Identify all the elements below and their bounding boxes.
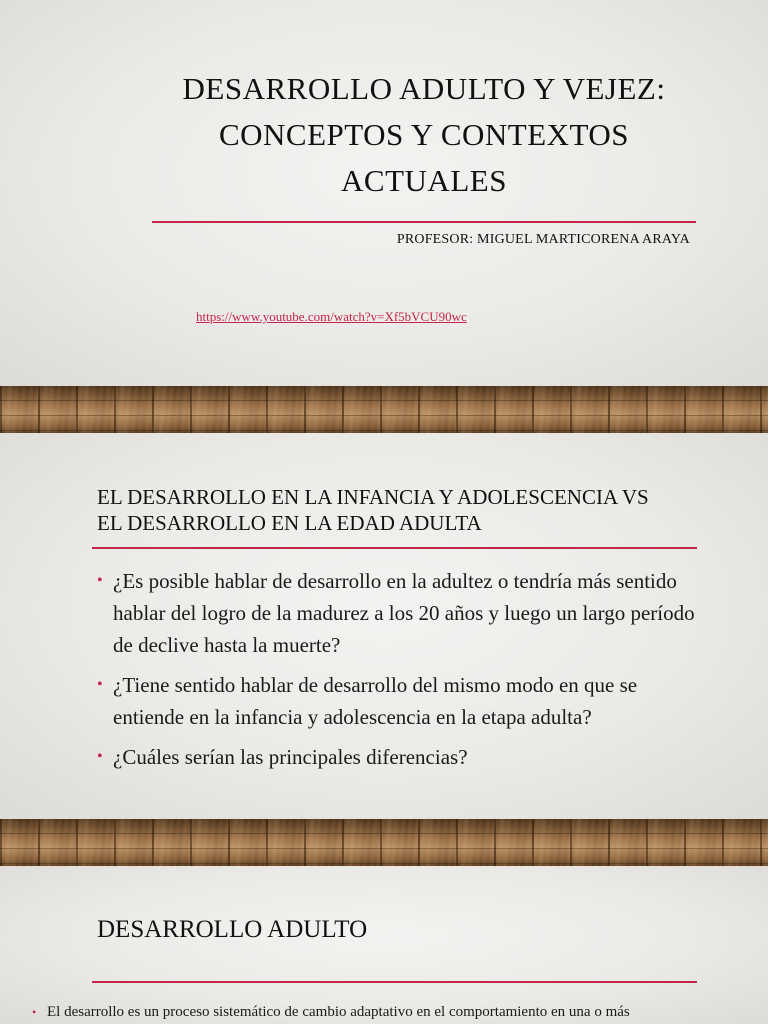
slide-3-title: DESARROLLO ADULTO — [97, 916, 368, 943]
slide-2-title-line-1: EL DESARROLLO EN LA INFANCIA Y ADOLESCENCIA VS — [97, 485, 649, 509]
slide-3 — [0, 866, 768, 1024]
bullet-icon: • — [97, 748, 103, 765]
bullet-text: El desarrollo es un proceso sistemático de cambio adaptativo en el comportamiento en una o más — [47, 1004, 630, 1020]
bullet-icon: • — [97, 676, 103, 693]
wood-floor-divider-1 — [0, 386, 768, 433]
youtube-link[interactable]: https://www.youtube.com/watch?v=Xf5bVCU90wc — [196, 309, 467, 324]
slide-3-bullet-list — [32, 1002, 752, 1022]
slide-3-title-divider — [92, 981, 697, 983]
slide-1-subtitle: PROFESOR: MIGUEL MARTICORENA ARAYA — [396, 232, 690, 247]
slide-1 — [0, 0, 768, 386]
list-item — [32, 1002, 752, 1022]
list-item — [97, 669, 697, 733]
slide-1-title-line-3: ACTUALES — [341, 163, 507, 198]
slide-1-title-line-2: CONCEPTOS Y CONTEXTOS — [218, 117, 630, 152]
bullet-text: ¿Tiene sentido hablar de desarrollo del mismo modo en que se entiende en la infancia y adolescencia en la etapa adulta? — [113, 673, 638, 729]
slide-2-title — [97, 484, 697, 536]
bullet-icon: • — [97, 572, 103, 589]
slide-2-title-line-2: EL DESARROLLO EN LA EDAD ADULTA — [97, 511, 482, 535]
slide-2-title-divider — [92, 547, 697, 549]
list-item — [97, 741, 697, 773]
list-item — [97, 565, 697, 661]
slide-1-title-divider — [152, 221, 696, 223]
slide-1-title-line-1: DESARROLLO ADULTO Y VEJEZ: — [182, 71, 666, 106]
bullet-text: ¿Cuáles serían las principales diferencias? — [113, 745, 468, 769]
wood-floor-divider-2 — [0, 819, 768, 866]
bullet-icon: • — [32, 1005, 37, 1019]
slide-2-bullet-list — [97, 565, 697, 781]
bullet-text: ¿Es posible hablar de desarrollo en la adultez o tendría más sentido hablar del logro de la madurez a los 20 años y luego un largo período de declive hasta la muerte? — [113, 569, 695, 657]
slide-1-title — [150, 66, 698, 204]
